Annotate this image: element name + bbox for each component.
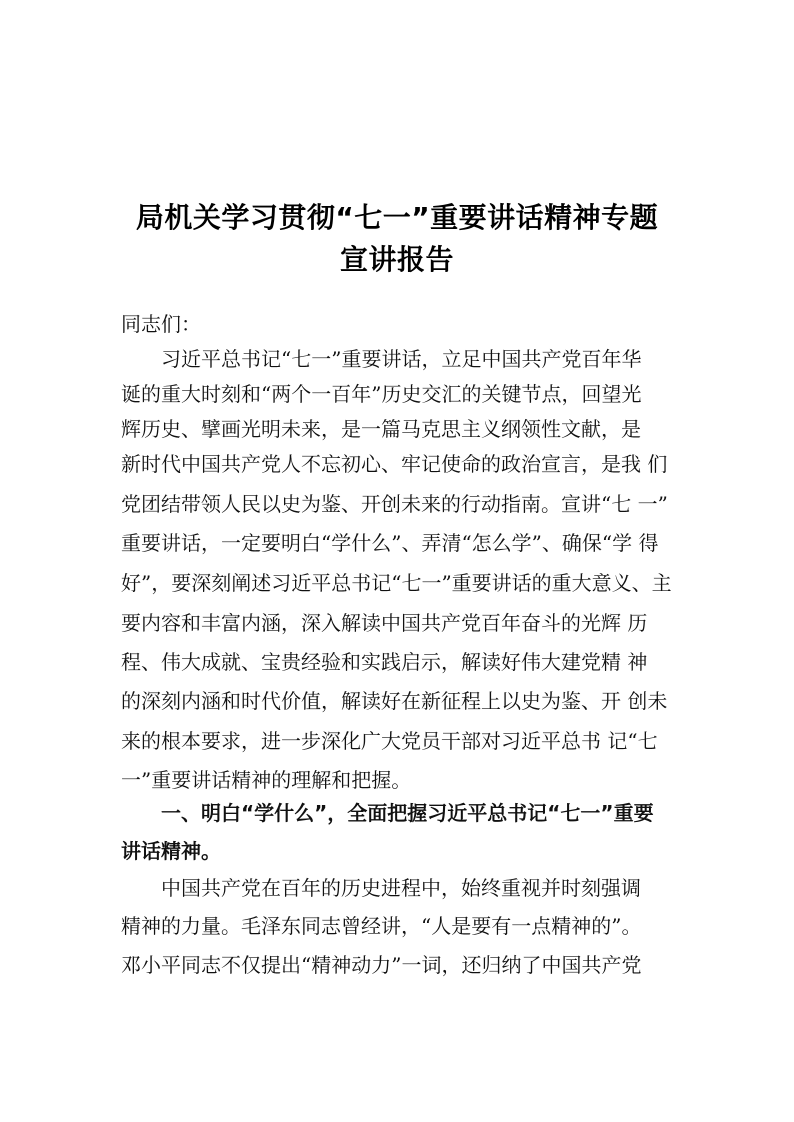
paragraph-1-line: 要内容和丰富内涵，深入解读中国共产党百年奋斗的光辉 历 (121, 611, 648, 635)
document-title-line-2: 宣讲报告 (339, 243, 454, 276)
paragraph-1-line: 程、伟大成就、宝贵经验和实践启示，解读好伟大建党精 神 (121, 650, 648, 674)
paragraph-1-line: 诞的重大时刻和“两个一百年”历史交汇的关键节点，回望光 (121, 382, 642, 406)
paragraph-2-line: 中国共产党在百年的历史进程中，始终重视并时刻强调 (161, 876, 641, 900)
paragraph-2-line: 精神的力量。毛泽东同志曾经讲，“人是要有一点精神的”。 (121, 914, 642, 938)
paragraph-1-line: 好”，要深刻阐述习近平总书记“七一”重要讲话的重大意义、主 (121, 571, 672, 595)
paragraph-1-line: 来的根本要求，进一步深化广大党员干部对习近平总书 记“七 (121, 729, 658, 753)
document-title-line-1: 局机关学习贯彻“七一”重要讲话精神专题 (135, 201, 659, 234)
paragraph-2-line: 邓小平同志不仅提出“精神动力”一词，还归纳了中国共产党 (121, 953, 642, 977)
paragraph-1-line: 重要讲话，一定要明白“学什么”、弄清“怎么学”、确保“学 得 (121, 531, 659, 555)
paragraph-1-line: 党团结带领人民以史为鉴、开创未来的行动指南。宣讲“七 一” (121, 492, 668, 516)
paragraph-1-line: 新时代中国共产党人不忘初心、牢记使命的政治宣言，是我 们 (121, 452, 668, 476)
section-heading-1-line: 讲话精神。 (121, 839, 221, 863)
paragraph-1-line: 的深刻内涵和时代价值，解读好在新征程上以史为鉴、开 创未 (121, 689, 668, 713)
paragraph-1-line: 习近平总书记“七一”重要讲话，立足中国共产党百年华 (161, 347, 642, 371)
salutation: 同志们： (121, 312, 201, 336)
section-heading-1-line: 一、明白“学什么”，全面把握习近平总书记“七一”重要 (161, 801, 654, 825)
paragraph-1-line: 辉历史、擘画光明未来，是一篇马克思主义纲领性文献，是 (121, 417, 641, 441)
paragraph-1-line: 一”重要讲话精神的理解和把握。 (121, 768, 412, 792)
